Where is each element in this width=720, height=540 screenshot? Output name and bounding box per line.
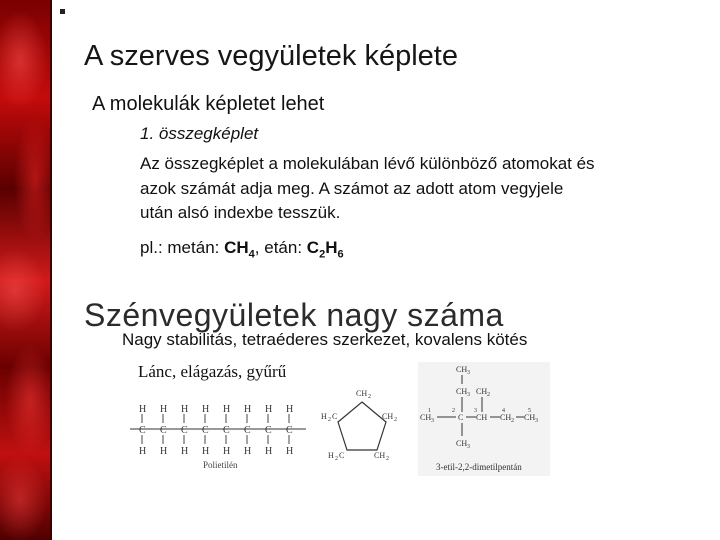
methane-formula: $CH_4$ bbox=[224, 238, 255, 261]
svg-text:H: H bbox=[286, 404, 294, 415]
svg-text:CH: CH bbox=[456, 387, 468, 396]
svg-text:C: C bbox=[139, 425, 146, 436]
svg-text:CH: CH bbox=[456, 439, 468, 448]
svg-text:H: H bbox=[223, 404, 231, 415]
svg-text:2: 2 bbox=[386, 456, 389, 462]
branched-alkane-caption: 3-etil-2,2-dimetilpentán bbox=[436, 462, 522, 472]
svg-text:CH: CH bbox=[356, 389, 368, 398]
svg-text:CH: CH bbox=[476, 387, 488, 396]
svg-text:H: H bbox=[181, 404, 189, 415]
branched-alkane-image bbox=[418, 362, 550, 476]
example-line bbox=[140, 238, 344, 260]
section-title: Szénvegyületek nagy száma bbox=[84, 297, 504, 333]
svg-text:2: 2 bbox=[511, 418, 514, 424]
svg-text:C: C bbox=[181, 425, 188, 436]
svg-text:H: H bbox=[286, 446, 294, 457]
svg-text:2: 2 bbox=[368, 394, 371, 400]
svg-text:C: C bbox=[332, 412, 338, 421]
svg-text:H: H bbox=[202, 446, 210, 457]
svg-text:CH: CH bbox=[456, 365, 468, 374]
svg-text:H: H bbox=[265, 446, 273, 457]
svg-text:C: C bbox=[339, 451, 345, 460]
svg-text:CH: CH bbox=[524, 413, 536, 422]
svg-text:2: 2 bbox=[394, 417, 397, 423]
svg-text:CH: CH bbox=[420, 413, 432, 422]
svg-text:H: H bbox=[160, 446, 168, 457]
section-line-structures: Lánc, elágazás, gyűrű bbox=[138, 362, 287, 381]
polyethylene-structure-image bbox=[128, 398, 310, 472]
polyethylene-caption: Polietilén bbox=[203, 460, 238, 470]
example-prefix: pl.: metán: bbox=[140, 238, 225, 257]
svg-text:3: 3 bbox=[474, 408, 477, 414]
paragraph bbox=[140, 152, 700, 226]
svg-text:2: 2 bbox=[487, 392, 490, 398]
svg-text:C: C bbox=[160, 425, 167, 436]
svg-text:1: 1 bbox=[428, 408, 431, 414]
paragraph-line: azok számát adja meg. A számot az adott atom vegyjele bbox=[140, 178, 564, 198]
ethane-formula: $C_2H_6$ bbox=[306, 238, 344, 261]
svg-text:4: 4 bbox=[502, 408, 505, 414]
paragraph-line: után alsó indexbe tesszük. bbox=[140, 203, 341, 222]
svg-text:2: 2 bbox=[335, 456, 338, 462]
svg-text:C: C bbox=[265, 425, 272, 436]
slide-subtitle: A molekulák képletet lehet bbox=[92, 93, 325, 115]
svg-text:H: H bbox=[223, 446, 231, 457]
svg-text:C: C bbox=[244, 425, 251, 436]
svg-text:H: H bbox=[328, 451, 334, 460]
svg-text:2: 2 bbox=[452, 408, 455, 414]
svg-text:CH: CH bbox=[500, 413, 512, 422]
svg-text:H: H bbox=[202, 404, 210, 415]
svg-text:3: 3 bbox=[467, 392, 470, 398]
svg-text:H: H bbox=[139, 446, 147, 457]
svg-text:3: 3 bbox=[467, 370, 470, 376]
svg-text:H: H bbox=[265, 404, 273, 415]
svg-text:H: H bbox=[244, 446, 252, 457]
svg-text:C: C bbox=[202, 425, 209, 436]
svg-text:H: H bbox=[160, 404, 168, 415]
section-line-properties: Nagy stabilitás, tetraéderes szerkezet, kovalens kötés bbox=[122, 330, 528, 349]
svg-text:CH: CH bbox=[374, 451, 386, 460]
svg-text:CH: CH bbox=[476, 413, 488, 422]
slide-title: A szerves vegyületek képlete bbox=[84, 40, 458, 72]
svg-text:C: C bbox=[223, 425, 230, 436]
svg-text:CH: CH bbox=[382, 412, 394, 421]
svg-text:2: 2 bbox=[328, 417, 331, 423]
svg-text:H: H bbox=[244, 404, 252, 415]
slide-bullet bbox=[60, 9, 65, 14]
svg-text:3: 3 bbox=[467, 444, 470, 450]
item-heading: 1. összegképlet bbox=[140, 124, 259, 143]
svg-text:C: C bbox=[286, 425, 293, 436]
svg-text:3: 3 bbox=[431, 418, 434, 424]
svg-text:H: H bbox=[321, 412, 327, 421]
svg-text:3: 3 bbox=[535, 418, 538, 424]
svg-text:H: H bbox=[181, 446, 189, 457]
cyclopentane-ring-image bbox=[318, 388, 406, 468]
paragraph-line: Az összegképlet a molekulában lévő különböző atomokat és bbox=[140, 154, 595, 173]
decorative-sidebar bbox=[0, 0, 52, 540]
svg-text:C: C bbox=[458, 413, 464, 422]
svg-text:5: 5 bbox=[528, 408, 531, 414]
example-separator: , etán: bbox=[254, 238, 307, 257]
svg-text:H: H bbox=[139, 404, 147, 415]
